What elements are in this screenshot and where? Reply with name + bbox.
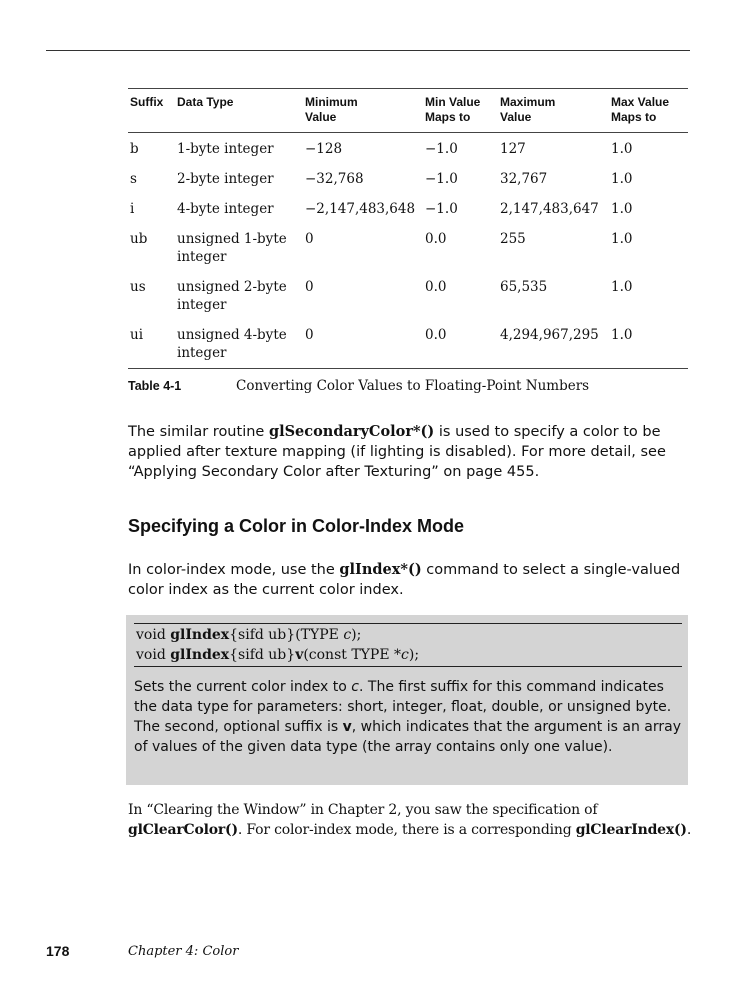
cell-min-map: −1.0	[425, 171, 458, 187]
function-name: glClearIndex()	[575, 822, 687, 838]
cell-min: 0	[305, 279, 314, 295]
cell-suffix: ui	[130, 327, 144, 343]
param: *c	[394, 647, 409, 663]
function-name: glIndex	[170, 647, 230, 663]
text: void	[136, 627, 171, 643]
box-mid-rule	[134, 666, 682, 667]
header-min-maps-to: Min Value Maps to	[425, 95, 481, 124]
cell-suffix: b	[130, 141, 139, 157]
cell-min-map: −1.0	[425, 141, 458, 157]
text: .	[686, 822, 692, 838]
text: Sets the current color index to	[134, 679, 352, 695]
param: c	[351, 679, 359, 695]
cell-min: −128	[305, 141, 343, 157]
paragraph-color-index	[128, 560, 693, 600]
cell-max-map: 1.0	[611, 327, 633, 343]
cell-min: −32,768	[305, 171, 364, 187]
param: c	[343, 627, 352, 643]
table-bottom-rule	[128, 368, 688, 369]
text: , which indicates that the argument is an array of values of the given data type (the array contains only one value).	[134, 719, 681, 755]
header-max-maps-to: Max Value Maps to	[611, 95, 670, 124]
cell-type: 4-byte integer	[177, 201, 274, 217]
cell-min-map: 0.0	[425, 279, 447, 295]
text: is used to specify a color to be applied after texture mapping (if lighting is disabled). For more detail, see “Applying Secondary Color after Texturing” on page 455.	[128, 424, 666, 480]
cell-min: 0	[305, 231, 314, 247]
text: command to select a single-valued color index as the current color index.	[128, 562, 681, 598]
cell-max-map: 1.0	[611, 171, 633, 187]
prototype-description	[134, 677, 682, 757]
cell-min: −2,147,483,648	[305, 201, 416, 217]
cell-type: 1-byte integer	[177, 141, 274, 157]
header-minimum-value: Minimum Value	[305, 95, 358, 124]
cell-max: 2,147,483,647	[500, 201, 599, 217]
prototype-line	[136, 646, 419, 664]
text: (TYPE	[295, 627, 344, 643]
text: );	[351, 627, 362, 643]
cell-min-map: 0.0	[425, 327, 447, 343]
text: . The first suffix for this command indicates the data type for parameters: short, integer, float, double, or unsigned byte. The second, optional suffix is	[134, 679, 672, 735]
cell-type: 2-byte integer	[177, 171, 274, 187]
header-maximum-value: Maximum Value	[500, 95, 556, 124]
text: In “Clearing the Window” in Chapter 2, you saw the specification of	[128, 802, 598, 818]
cell-max: 32,767	[500, 171, 548, 187]
cell-max: 127	[500, 141, 526, 157]
cell-max: 255	[500, 231, 526, 247]
cell-suffix: us	[130, 279, 146, 295]
cell-type: unsigned 4-byte integer	[177, 327, 287, 361]
function-name: glIndex*()	[339, 561, 422, 578]
cell-max-map: 1.0	[611, 279, 633, 295]
function-name: glIndex	[170, 627, 230, 643]
function-name: glSecondaryColor*()	[268, 423, 435, 440]
cell-max: 65,535	[500, 279, 548, 295]
text: {sifd ub}	[229, 627, 296, 643]
cell-suffix: ub	[130, 231, 148, 247]
text: (const TYPE	[303, 647, 395, 663]
cell-max-map: 1.0	[611, 141, 633, 157]
function-prototype-box	[126, 615, 688, 785]
cell-min-map: 0.0	[425, 231, 447, 247]
cell-max-map: 1.0	[611, 201, 633, 217]
section-heading: Specifying a Color in Color-Index Mode	[128, 516, 465, 536]
header-data-type: Data Type	[177, 95, 234, 109]
text: . For color-index mode, there is a corresponding	[237, 822, 576, 838]
text: The similar routine	[128, 424, 269, 440]
text: );	[408, 647, 420, 663]
caption-text: Converting Color Values to Floating-Point Numbers	[236, 378, 590, 394]
caption-label: Table 4-1	[128, 379, 182, 393]
page-number: 178	[46, 943, 70, 959]
cell-type: unsigned 2-byte integer	[177, 279, 287, 313]
box-top-rule	[134, 623, 682, 624]
table-top-rule	[128, 88, 688, 89]
table-header-rule	[128, 132, 688, 133]
cell-type: unsigned 1-byte integer	[177, 231, 287, 265]
text: In color-index mode, use the	[128, 562, 340, 578]
cell-suffix: i	[130, 201, 135, 217]
cell-min-map: −1.0	[425, 201, 458, 217]
cell-max-map: 1.0	[611, 231, 633, 247]
chapter-title: Chapter 4: Color	[128, 944, 239, 959]
paragraph-clear-index	[128, 800, 693, 840]
cell-suffix: s	[130, 171, 137, 187]
table-caption	[128, 378, 589, 394]
prototype-line	[136, 626, 361, 644]
vector-suffix: v	[295, 647, 304, 663]
vector-suffix: v	[342, 719, 352, 735]
function-name: glClearColor()	[128, 822, 238, 838]
paragraph-secondary-color	[128, 422, 693, 482]
cell-min: 0	[305, 327, 314, 343]
text: {sifd ub}	[229, 647, 296, 663]
cell-max: 4,294,967,295	[500, 327, 599, 343]
text: void	[136, 647, 171, 663]
header-rule	[46, 50, 690, 51]
header-suffix: Suffix	[130, 95, 164, 109]
